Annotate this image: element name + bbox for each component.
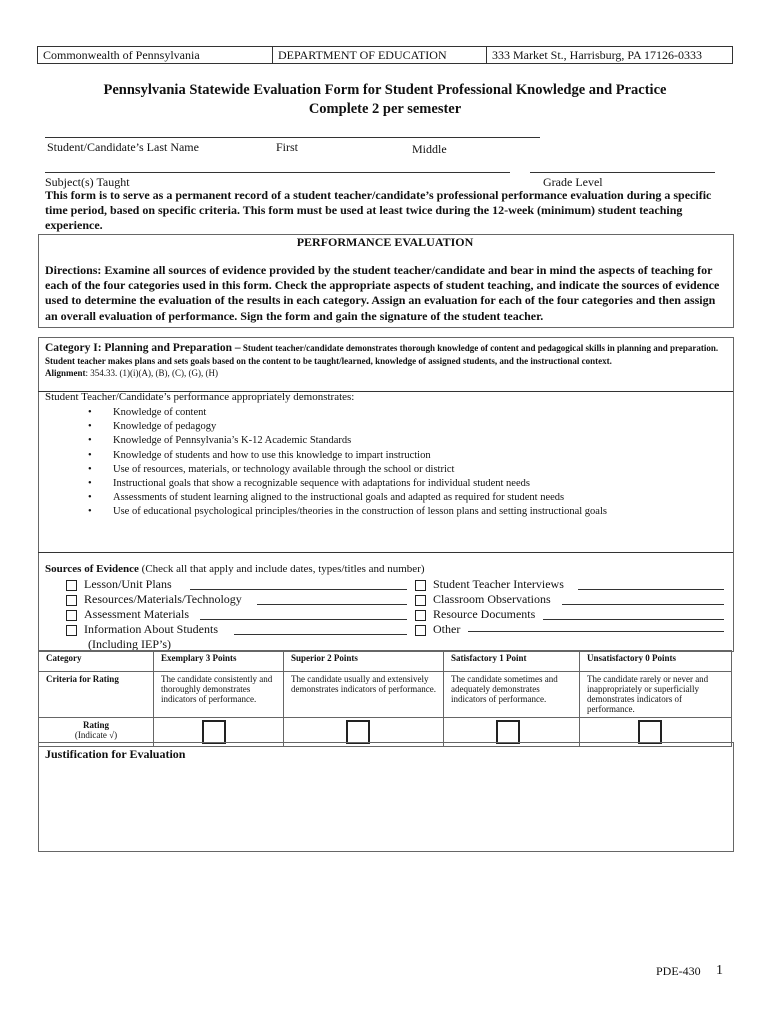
criteria-satisfactory: The candidate sometimes and adequately demonstrates indicators of performance. <box>444 672 580 718</box>
header-exemplary: Exemplary 3 Points <box>154 651 284 672</box>
indicator-list <box>88 406 607 520</box>
assessment-label: Assessment Materials <box>84 607 189 621</box>
list-item: • Knowledge of students and how to use this knowledge to impart instruction <box>88 449 607 463</box>
resource-docs-checkbox[interactable] <box>415 610 426 621</box>
resources-label: Resources/Materials/Technology <box>84 592 242 606</box>
subjects-label: Subject(s) Taught <box>45 175 130 189</box>
interviews-checkbox[interactable] <box>415 580 426 591</box>
header-dept: DEPARTMENT OF EDUCATION <box>273 47 487 63</box>
observations-label: Classroom Observations <box>433 592 551 606</box>
header-category: Category <box>39 651 154 672</box>
grade-field-line[interactable] <box>530 172 715 173</box>
interviews-label: Student Teacher Interviews <box>433 577 564 591</box>
alignment-label: Alignment <box>45 368 86 378</box>
resource-docs-label: Resource Documents <box>433 607 536 621</box>
first-name-label: First <box>276 140 299 154</box>
rating-label: Rating <box>82 720 109 730</box>
header-bar <box>37 46 733 64</box>
criteria-label: Criteria for Rating <box>39 672 154 718</box>
student-info-line[interactable] <box>234 634 407 635</box>
list-item: • Use of educational psychological principles/theories in the construction of lesson plans and setting instructional goals <box>88 505 607 519</box>
resources-checkbox[interactable] <box>66 595 77 606</box>
table-header-row <box>39 651 732 672</box>
sources-divider <box>38 552 733 553</box>
category-title: Category I: Planning and Preparation – <box>45 342 241 354</box>
other-line[interactable] <box>468 631 724 632</box>
directions-text: Directions: Examine all sources of evidence provided by the student teacher/candidate and bear in mind the aspects of teaching for each of the four categories used in this form. Check the appropriate aspects of student teaching, and indicate the sources of evidence used to determine the evaluation of the results in each category. Assign an evaluation for each of the four categories and then assign an overall evaluation of performance. Sign the form and gain the signature of the student teacher. <box>45 263 720 323</box>
form-id: PDE-430 <box>656 964 701 978</box>
rating-satisfactory-box[interactable] <box>496 720 520 744</box>
student-info-extra: (Including IEP’s) <box>88 637 171 651</box>
header-satisfactory: Satisfactory 1 Point <box>444 651 580 672</box>
list-item: • Knowledge of content <box>88 406 607 420</box>
rating-exemplary-box[interactable] <box>202 720 226 744</box>
observations-checkbox[interactable] <box>415 595 426 606</box>
category-description: Student teacher/candidate demonstrates thorough knowledge of content and pedagogical skills in planning and preparation. Student teacher makes plans and sets goals based on the content to be taught/learned, knowledge of assigned students, and the instructional context. <box>45 343 719 366</box>
observations-line[interactable] <box>562 604 724 605</box>
header-unsatisfactory: Unsatisfactory 0 Points <box>580 651 732 672</box>
student-info-label: Information About Students <box>84 622 218 636</box>
demonstrates-label: Student Teacher/Candidate’s performance appropriately demonstrates: <box>45 391 355 403</box>
other-checkbox[interactable] <box>415 625 426 636</box>
assessment-checkbox[interactable] <box>66 610 77 621</box>
interviews-line[interactable] <box>578 589 724 590</box>
resources-line[interactable] <box>257 604 407 605</box>
lesson-plans-checkbox[interactable] <box>66 580 77 591</box>
form-title: Pennsylvania Statewide Evaluation Form for Student Professional Knowledge and Practice <box>103 82 667 98</box>
table-row <box>39 672 732 718</box>
rating-unsatisfactory-box[interactable] <box>638 720 662 744</box>
student-info-checkbox[interactable] <box>66 625 77 636</box>
intro-text: This form is to serve as a permanent record of a student teacher/candidate’s professional performance evaluation during a specific time period, based on specific criteria. This form must be used at least twice during the 12-week (minimum) student teaching experience. <box>45 188 712 232</box>
page-number: 1 <box>716 963 723 978</box>
header-superior: Superior 2 Points <box>284 651 444 672</box>
list-item: • Knowledge of Pennsylvania’s K-12 Academic Standards <box>88 434 607 448</box>
criteria-superior: The candidate usually and extensively demonstrates indicators of performance. <box>284 672 444 718</box>
category-heading <box>45 342 733 380</box>
grade-label: Grade Level <box>543 175 603 189</box>
name-field-line[interactable] <box>45 137 540 138</box>
rating-superior-box[interactable] <box>346 720 370 744</box>
form-subtitle: Complete 2 per semester <box>308 101 462 117</box>
rating-table <box>38 650 732 747</box>
middle-name-label: Middle <box>412 142 447 156</box>
subjects-field-line[interactable] <box>45 172 510 173</box>
list-item: • Use of resources, materials, or technology available through the school or district <box>88 463 607 477</box>
list-item: • Knowledge of pedagogy <box>88 420 607 434</box>
other-label: Other <box>433 622 461 636</box>
lesson-plans-line[interactable] <box>190 589 407 590</box>
criteria-exemplary: The candidate consistently and thoroughly demonstrates indicators of performance. <box>154 672 284 718</box>
justification-label: Justification for Evaluation <box>45 747 186 761</box>
performance-heading: PERFORMANCE EVALUATION <box>296 235 474 249</box>
alignment-value: : 354.33. (1)(i)(A), (B), (C), (G), (H) <box>85 368 218 378</box>
rating-indicate: (Indicate √) <box>74 730 118 740</box>
criteria-unsatisfactory: The candidate rarely or never and inappropriately or superficially demonstrates indicators of performance. <box>580 672 732 718</box>
header-address: 333 Market St., Harrisburg, PA 17126-0333 <box>492 48 702 62</box>
list-item: • Assessments of student learning aligned to the instructional goals and adapted as required for student needs <box>88 491 607 505</box>
list-item: • Instructional goals that show a recognizable sequence with adaptations for individual student needs <box>88 477 607 491</box>
resource-docs-line[interactable] <box>543 619 724 620</box>
lesson-plans-label: Lesson/Unit Plans <box>84 577 172 591</box>
last-name-label: Student/Candidate’s Last Name <box>47 140 199 154</box>
assessment-line[interactable] <box>200 619 407 620</box>
sources-heading: Sources of Evidence (Check all that apply and include dates, types/titles and number) <box>45 563 425 575</box>
header-org: Commonwealth of Pennsylvania <box>38 47 273 63</box>
